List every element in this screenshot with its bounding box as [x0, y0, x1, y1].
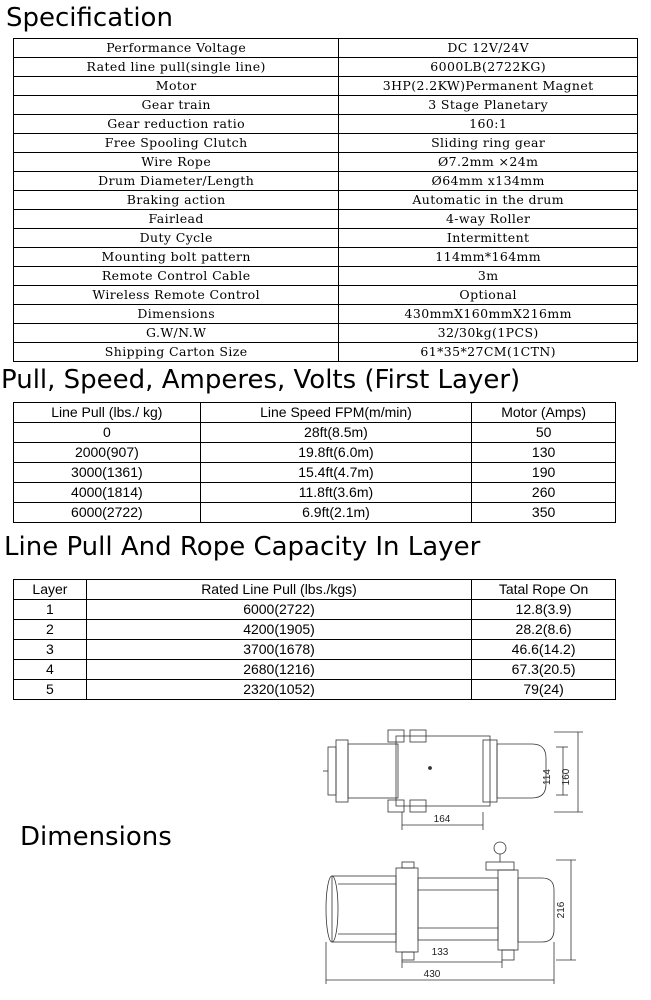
- pull-cell: 350: [472, 503, 616, 523]
- spec-label: Braking action: [14, 191, 339, 210]
- layer-cell: 3700(1678): [86, 640, 471, 660]
- spec-row: [14, 77, 638, 96]
- pull-cell: 190: [472, 463, 616, 483]
- pull-cell: 11.8ft(3.6m): [200, 483, 472, 503]
- spec-row: [14, 286, 638, 305]
- front-height-label: 216: [556, 901, 567, 919]
- spec-value: 3m: [339, 267, 638, 286]
- spec-label: Gear train: [14, 96, 339, 115]
- layer-cell: 12.8(3.9): [472, 600, 616, 620]
- winch-front-view-drawing: [318, 838, 588, 998]
- spec-label: Gear reduction ratio: [14, 115, 339, 134]
- spec-value: Sliding ring gear: [339, 134, 638, 153]
- pull-cell: 4000(1814): [14, 483, 201, 503]
- pull-header-row: [14, 403, 616, 423]
- spec-value: Intermittent: [339, 229, 638, 248]
- pull-heading: Pull, Speed, Amperes, Volts (First Layer): [1, 365, 521, 395]
- spec-row: [14, 39, 638, 58]
- spec-label: Duty Cycle: [14, 229, 339, 248]
- spec-value: 32/30kg(1PCS): [339, 324, 638, 343]
- spec-label: Shipping Carton Size: [14, 343, 339, 362]
- pull-header-cell: Line Speed FPM(m/min): [200, 403, 472, 423]
- layer-row: [14, 680, 616, 700]
- spec-label: Wireless Remote Control: [14, 286, 339, 305]
- pull-cell: 2000(907): [14, 443, 201, 463]
- pull-row: [14, 443, 616, 463]
- spec-row: [14, 210, 638, 229]
- top-inner-height-label: 114: [542, 769, 553, 785]
- layer-cell: 3: [14, 640, 87, 660]
- layer-row: [14, 620, 616, 640]
- layer-cell: 2: [14, 620, 87, 640]
- spec-value: 61*35*27CM(1CTN): [339, 343, 638, 362]
- spec-row: [14, 191, 638, 210]
- pull-cell: 19.8ft(6.0m): [200, 443, 472, 463]
- spec-row: [14, 96, 638, 115]
- layer-cell: 67.3(20.5): [472, 660, 616, 680]
- spec-value: DC 12V/24V: [339, 39, 638, 58]
- spec-heading: Specification: [6, 3, 173, 33]
- spec-label: Rated line pull(single line): [14, 58, 339, 77]
- layer-cell: 4200(1905): [86, 620, 471, 640]
- spec-value: 3 Stage Planetary: [339, 96, 638, 115]
- spec-value: Ø7.2mm ×24m: [339, 153, 638, 172]
- spec-value: 114mm*164mm: [339, 248, 638, 267]
- spec-label: Motor: [14, 77, 339, 96]
- pull-cell: 6.9ft(2.1m): [200, 503, 472, 523]
- winch-top-view-drawing: [318, 722, 588, 837]
- spec-row: [14, 172, 638, 191]
- spec-row: [14, 134, 638, 153]
- layer-cell: 1: [14, 600, 87, 620]
- layer-table: [13, 579, 616, 700]
- spec-row: [14, 343, 638, 362]
- spec-label: G.W/N.W: [14, 324, 339, 343]
- spec-value: 3HP(2.2KW)Permanent Magnet: [339, 77, 638, 96]
- layer-cell: 2680(1216): [86, 660, 471, 680]
- spec-value: 430mmX160mmX216mm: [339, 305, 638, 324]
- layer-header-cell: Tatal Rope On: [472, 580, 616, 600]
- spec-label: Drum Diameter/Length: [14, 172, 339, 191]
- top-width-label: 164: [433, 814, 451, 825]
- layer-header-cell: Layer: [14, 580, 87, 600]
- pull-row: [14, 503, 616, 523]
- pull-cell: 260: [472, 483, 616, 503]
- spec-value: 160:1: [339, 115, 638, 134]
- pull-row: [14, 483, 616, 503]
- spec-value: 4-way Roller: [339, 210, 638, 229]
- layer-cell: 5: [14, 680, 87, 700]
- layer-cell: 4: [14, 660, 87, 680]
- spec-row: [14, 58, 638, 77]
- layer-cell: 6000(2722): [86, 600, 471, 620]
- spec-row: [14, 248, 638, 267]
- pull-table: [13, 402, 616, 523]
- spec-row: [14, 153, 638, 172]
- layer-cell: 28.2(8.6): [472, 620, 616, 640]
- pull-cell: 3000(1361): [14, 463, 201, 483]
- spec-label: Fairlead: [14, 210, 339, 229]
- layer-cell: 79(24): [472, 680, 616, 700]
- spec-row: [14, 324, 638, 343]
- layer-heading: Line Pull And Rope Capacity In Layer: [4, 532, 481, 562]
- layer-header-cell: Rated Line Pull (lbs./kgs): [86, 580, 471, 600]
- layer-row: [14, 660, 616, 680]
- pull-cell: 0: [14, 423, 201, 443]
- front-total-width-label: 430: [423, 969, 441, 980]
- pull-cell: 50: [472, 423, 616, 443]
- layer-row: [14, 640, 616, 660]
- spec-row: [14, 229, 638, 248]
- front-inner-width-label: 133: [431, 947, 449, 958]
- spec-value: Automatic in the drum: [339, 191, 638, 210]
- spec-row: [14, 305, 638, 324]
- pull-row: [14, 423, 616, 443]
- layer-cell: 2320(1052): [86, 680, 471, 700]
- pull-cell: 28ft(8.5m): [200, 423, 472, 443]
- dimensions-heading: Dimensions: [20, 822, 172, 852]
- pull-cell: 130: [472, 443, 616, 463]
- spec-value: Optional: [339, 286, 638, 305]
- pull-cell: 15.4ft(4.7m): [200, 463, 472, 483]
- spec-row: [14, 267, 638, 286]
- top-outer-height-label: 160: [561, 768, 572, 786]
- spec-label: Remote Control Cable: [14, 267, 339, 286]
- spec-row: [14, 115, 638, 134]
- spec-label: Performance Voltage: [14, 39, 339, 58]
- layer-cell: 46.6(14.2): [472, 640, 616, 660]
- spec-label: Mounting bolt pattern: [14, 248, 339, 267]
- layer-header-row: [14, 580, 616, 600]
- spec-value: 6000LB(2722KG): [339, 58, 638, 77]
- spec-table: [13, 38, 638, 362]
- pull-cell: 6000(2722): [14, 503, 201, 523]
- spec-label: Free Spooling Clutch: [14, 134, 339, 153]
- pull-header-cell: Motor (Amps): [472, 403, 616, 423]
- spec-value: Ø64mm x134mm: [339, 172, 638, 191]
- spec-label: Wire Rope: [14, 153, 339, 172]
- layer-row: [14, 600, 616, 620]
- pull-header-cell: Line Pull (lbs./ kg): [14, 403, 201, 423]
- spec-label: Dimensions: [14, 305, 339, 324]
- pull-row: [14, 463, 616, 483]
